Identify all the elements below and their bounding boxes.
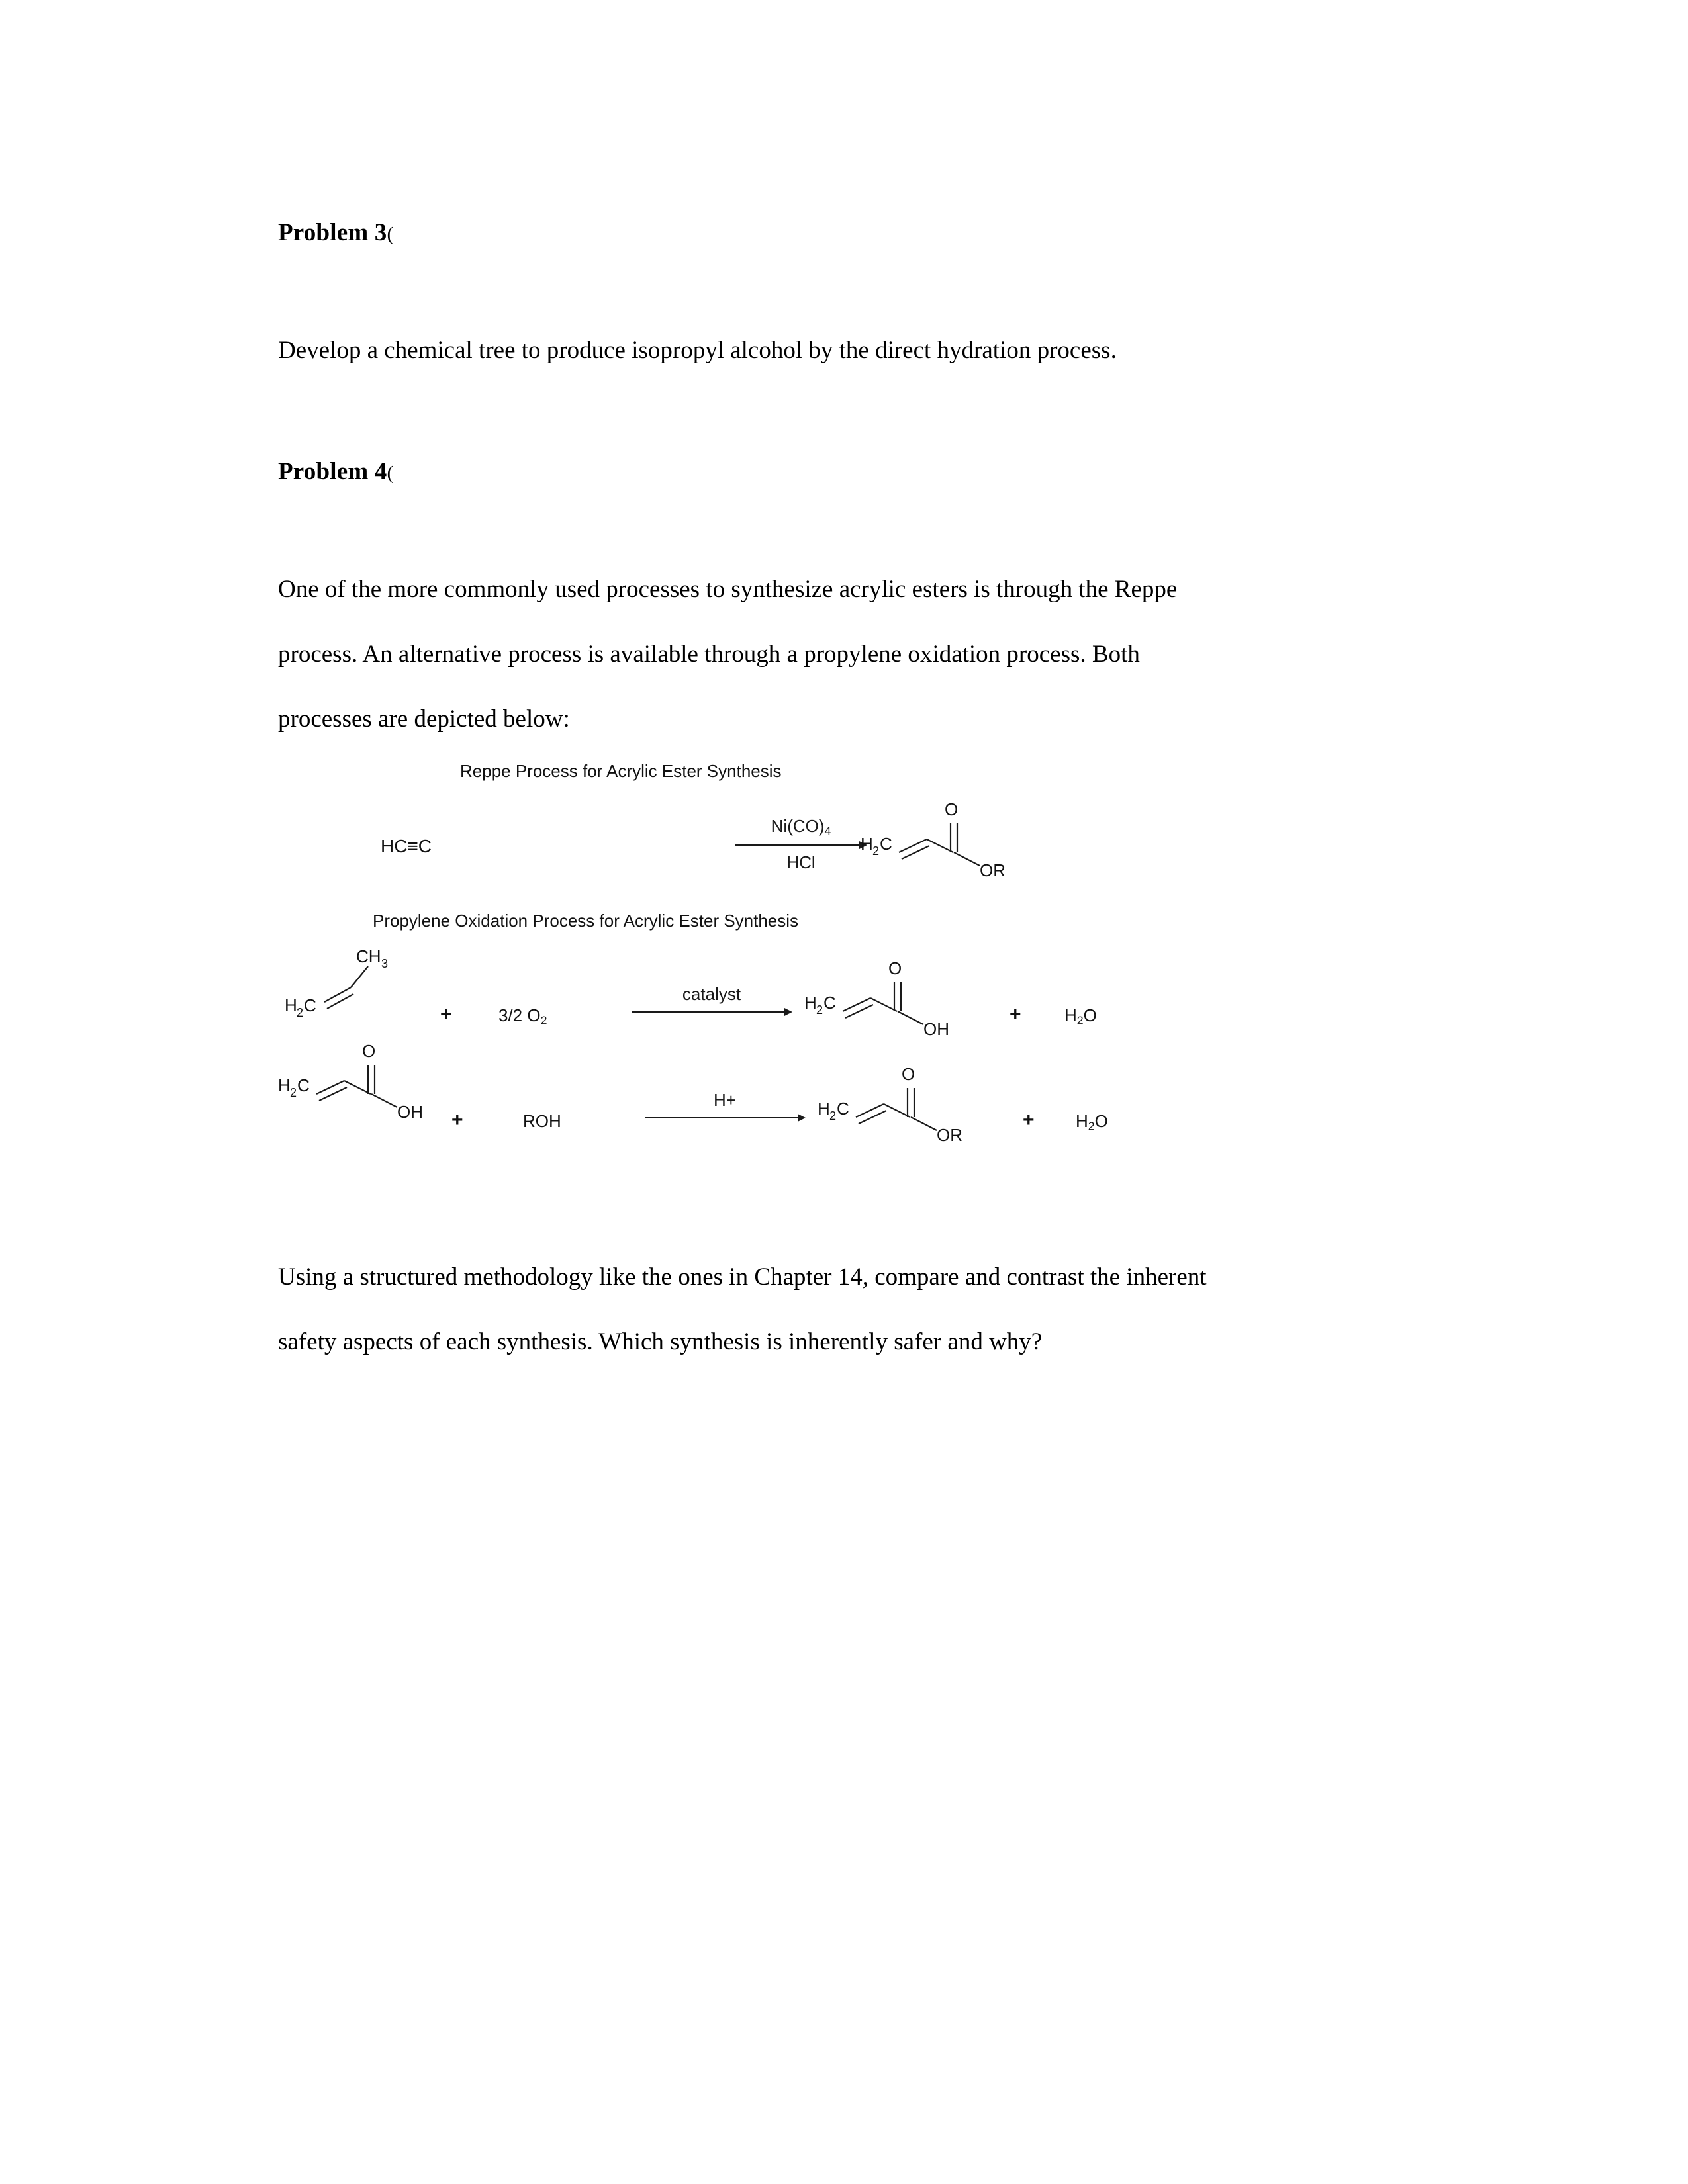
problem-3-body: Develop a chemical tree to produce isopropyl alcohol by the direct hydration process. (278, 337, 1117, 364)
problem-4-body-line-2: process. An alternative process is available through a propylene oxidation process. Both (278, 641, 1140, 668)
step1-product-acrylic-acid-structure (804, 950, 976, 1043)
svg-text:2: 2 (297, 1006, 304, 1019)
step2-water-label: $H_2O$ (1076, 1111, 1108, 1133)
propylene-reactant-structure (285, 946, 391, 1030)
svg-text:2: 2 (829, 1109, 837, 1122)
problem-3-heading-text: Problem 3 (278, 219, 387, 246)
problem-4-body-line-1: One of the more commonly used processes to synthesize acrylic esters is through the Reppe (278, 576, 1178, 603)
svg-text:2: 2 (290, 1086, 297, 1099)
step2-reactant-oxygen-label: O (362, 1041, 376, 1061)
step2-reaction-arrow (645, 1090, 804, 1118)
reppe-product-oxygen-label: O (945, 799, 959, 819)
step2-reactant-oh-label: OH (397, 1102, 423, 1122)
step2-alcohol-label: ROH (523, 1111, 561, 1131)
svg-text:2: 2 (872, 844, 880, 858)
reppe-reactant-acetylene: HC≡C (381, 836, 432, 856)
step1-arrow-catalyst-label: catalyst (682, 984, 741, 1004)
svg-text:2: 2 (816, 1003, 823, 1017)
svg-text:H: H (818, 1099, 830, 1118)
step1-water-label: $H_2O$ (1064, 1005, 1097, 1027)
reppe-product-or-label: OR (980, 860, 1006, 880)
svg-text:C: C (837, 1099, 849, 1118)
reppe-product-h2c-label: H (861, 834, 873, 854)
reppe-arrow-reagent-label: HCl (786, 852, 816, 872)
reppe-product-structure (861, 792, 1033, 884)
svg-text:C: C (880, 834, 892, 854)
reppe-reaction-arrow (735, 815, 867, 872)
step2-product-oxygen-label: O (902, 1064, 915, 1084)
svg-text:CH: CH (356, 946, 381, 966)
step1-product-oh-label: OH (923, 1019, 949, 1039)
step2-product-acrylic-ester-structure (818, 1056, 990, 1149)
problem-4-body-line-3: processes are depicted below: (278, 705, 570, 733)
svg-text:3: 3 (381, 957, 389, 970)
step2-reactant-acrylic-acid-structure (278, 1033, 450, 1126)
svg-text:C: C (297, 1075, 310, 1095)
problem-4-heading (278, 457, 1377, 486)
step2-arrow-acid-label: H+ (714, 1090, 736, 1110)
document-content (278, 218, 1377, 1375)
problem-3-heading (278, 218, 1377, 247)
problem-4-closing-line-2: safety aspects of each synthesis. Which synthesis is inherently safer and why? (278, 1328, 1043, 1355)
step1-plus-2: + (1009, 1003, 1021, 1025)
svg-text:H: H (804, 993, 817, 1013)
problem-3-heading-marker: ( (387, 223, 394, 245)
problem-4-heading-text: Problem 4 (278, 458, 387, 485)
svg-text:H: H (285, 995, 297, 1015)
step1-reaction-arrow (632, 984, 791, 1013)
problem-4-closing-line-1: Using a structured methodology like the ones in Chapter 14, compare and contrast the inherent (278, 1263, 1207, 1291)
svg-text:C: C (823, 993, 836, 1013)
step1-oxygen-label: 3/2 $O_2$ (498, 1005, 547, 1027)
problem-4-heading-marker: ( (387, 462, 394, 484)
step2-plus-2: + (1023, 1109, 1035, 1131)
reppe-scheme-title: Reppe Process for Acrylic Ester Synthesis (460, 761, 782, 781)
step2-product-or-label: OR (937, 1125, 962, 1145)
step1-product-oxygen-label: O (888, 958, 902, 978)
reaction-schemes (278, 752, 1377, 1245)
step1-plus-1: + (440, 1003, 452, 1025)
svg-text:C: C (304, 995, 316, 1015)
step2-plus-1: + (451, 1109, 463, 1131)
reppe-arrow-catalyst-label: $Ni(CO)_4$ (771, 815, 831, 837)
svg-text:H: H (278, 1075, 291, 1095)
propylene-scheme-title: Propylene Oxidation Process for Acrylic Ester Synthesis (373, 911, 799, 931)
